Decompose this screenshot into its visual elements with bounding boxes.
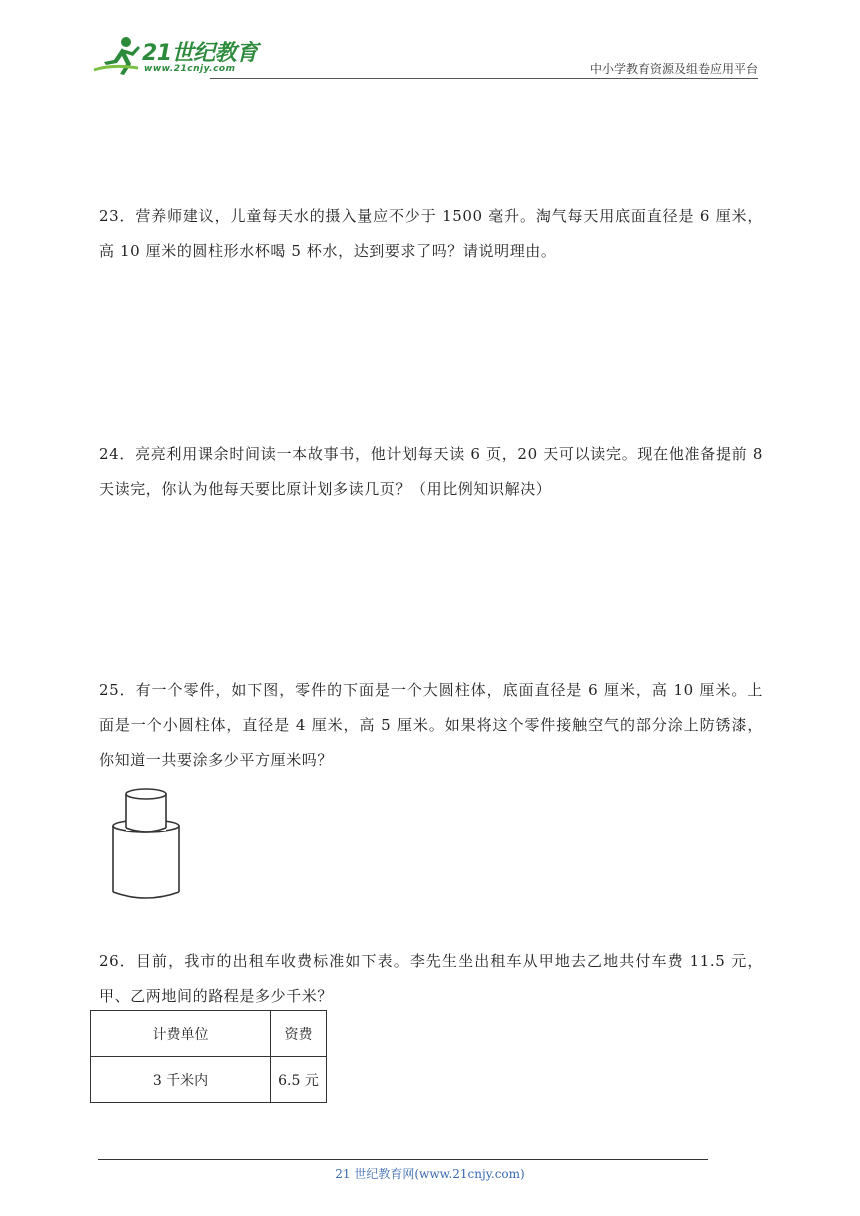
footer-text: 21 世纪教育网(www.21cnjy.com): [335, 1167, 525, 1181]
table-header-cell: 计费单位: [91, 1011, 271, 1057]
table-row: [91, 1057, 327, 1103]
runner-logo-icon: [92, 34, 144, 78]
table-header-cell: 资费: [271, 1011, 327, 1057]
question-24: 24．亮亮利用课余时间读一本故事书，他计划每天读 6 页，20 天可以读完。现在他准备提前 8 天读完，你认为他每天要比原计划多读几页？（用比例知识解决）: [99, 445, 763, 498]
logo-url: www.21cnjy.com: [144, 64, 236, 74]
question-25: 25．有一个零件，如下图，零件的下面是一个大圆柱体，底面直径是 6 厘米，高 10 厘米。上面是一个小圆柱体，直径是 4 厘米，高 5 厘米。如果将这个零件接触空气的部分涂上防锈漆，你知道一共要涂多少平方厘米吗？: [99, 681, 763, 769]
logo: [92, 34, 262, 78]
footer-divider: [98, 1159, 708, 1160]
table-cell: 6.5 元: [271, 1057, 327, 1103]
question-26: 26．目前，我市的出租车收费标准如下表。李先生坐出租车从甲地去乙地共付车费 11.5 元，甲、乙两地间的路程是多少千米？: [99, 952, 763, 1005]
table-header-row: [91, 1011, 327, 1057]
question-23: 23．营养师建议，儿童每天水的摄入量应不少于 1500 毫升。淘气每天用底面直径是 6 厘米，高 10 厘米的圆柱形水杯喝 5 杯水，达到要求了吗？请说明理由。: [99, 207, 763, 260]
logo-title: 21世纪教育: [142, 41, 258, 66]
header-divider: [210, 78, 758, 79]
fee-table: [90, 1010, 327, 1103]
page-header: [92, 30, 758, 78]
cylinder-part-figure: [106, 786, 188, 900]
table-cell: 3 千米内: [91, 1057, 271, 1103]
platform-title: 中小学教育资源及组卷应用平台: [589, 62, 758, 76]
